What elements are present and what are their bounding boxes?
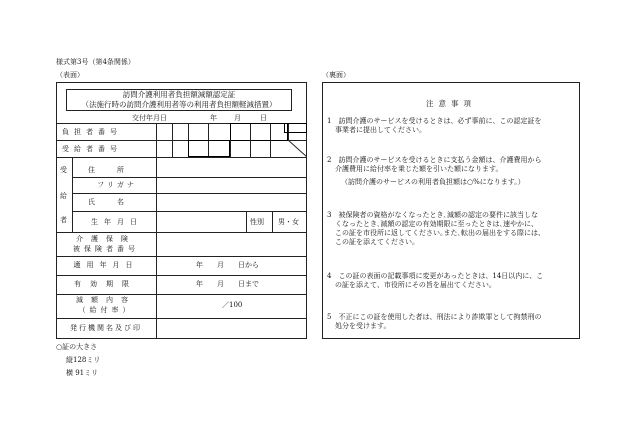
note-1 (327, 117, 541, 135)
note-5-line-1: 5 不正にこの証を使用した者は、刑法により詐欺罪として拘禁刑の (327, 313, 542, 321)
applicable-date-label: 適用年月日 (73, 261, 139, 269)
note-1-line-1: 1 訪問介護のサービスを受けるときは、必ず事前に、この認定証を (327, 117, 542, 125)
note-3-line-4: この証を添えてください。 (335, 238, 419, 246)
note-5 (327, 313, 541, 331)
side-label-sha: 者 (60, 216, 67, 224)
side-label-ju: 受 (60, 166, 67, 174)
validity-label: 有効期限 (74, 280, 138, 288)
note-3-line-3: この証を市役所に返してください｡また､転出の届出をする際には、 (335, 229, 545, 237)
address-label: 住所 (88, 166, 146, 174)
insurance-label: 介護保険 (76, 235, 136, 243)
note-2-line-2: 介護費用に給付率を乗じた額を引いた額になります。 (335, 165, 503, 173)
blank-slash (288, 140, 307, 157)
birthdate-label: 生年月日 (91, 218, 143, 226)
sex-value: 男・女 (278, 218, 299, 226)
issuer-label: 発行機関名及び印 (70, 324, 142, 332)
note-2-line-3: （訪問介護のサービスの利用者負担額は○%になります。） (341, 178, 525, 186)
note-3 (327, 211, 545, 247)
recipient-number-label: 受給者番号 (62, 145, 122, 153)
front-side-label: （表面） (56, 71, 84, 79)
card-height: 縦128ミリ (66, 356, 101, 364)
check-digit-box (284, 123, 307, 133)
sex-label: 性別 (250, 218, 264, 226)
note-3-line-2: くなったとき､減額の認定の有効期限に至ったときは､速やかに、 (335, 220, 538, 228)
name-label: 氏名 (88, 198, 146, 206)
card-title: 訪問介護利用者負担額減額認定証 (122, 90, 236, 99)
note-4 (327, 272, 543, 290)
issue-day: 日 (260, 114, 267, 122)
card-size-label: ○証の大きさ (56, 343, 98, 351)
back-side-label: （裏面） (322, 71, 350, 79)
insured-number-label: 負担者番号 (62, 128, 122, 136)
form-number: 様式第3号（第4条関係） (56, 58, 135, 66)
furigana-label: フリガナ (97, 181, 137, 189)
validity-value: 年 月 日まで (196, 280, 259, 288)
card-subtitle: （法施行時の訪問介護利用者等の利用者負担額軽減措置） (81, 100, 277, 109)
note-4-line-2: の証を添えて、市役所にその旨を届出てください。 (335, 281, 496, 289)
issue-date-label: 交付年月日 (132, 114, 167, 122)
recipient-number-box (188, 140, 230, 157)
insured-number-box (230, 123, 288, 141)
applicable-date-value: 年 月 日から (196, 261, 259, 269)
card-width: 横 91ミリ (66, 369, 99, 377)
note-3-line-1: 3 被保険者の資格がなくなったとき､減額の認定の要件に該当しな (327, 211, 538, 219)
notes-title: 注意事項 (426, 99, 476, 108)
reduction-label: 減額内容 (76, 296, 136, 304)
note-5-line-2: 処分を受けます。 (335, 322, 391, 330)
issue-year: 年 (210, 114, 217, 122)
insured-person-number-label: 被保険者番号 (73, 245, 139, 253)
note-1-line-2: 事業者に提出してください。 (335, 126, 426, 134)
note-2-line-1: 2 訪問介護のサービスを受けるときに支払う金額は、介護費用から (327, 156, 542, 164)
benefit-rate-label: （給付率） (78, 306, 134, 314)
issue-month: 月 (234, 114, 241, 122)
note-2 (327, 156, 541, 187)
reduction-value: ／100 (222, 301, 243, 309)
note-4-line-1: 4 この証の表面の記載事項に変更があったときは、14日以内に、こ (327, 272, 544, 280)
side-label-kyu: 給 (60, 192, 67, 200)
